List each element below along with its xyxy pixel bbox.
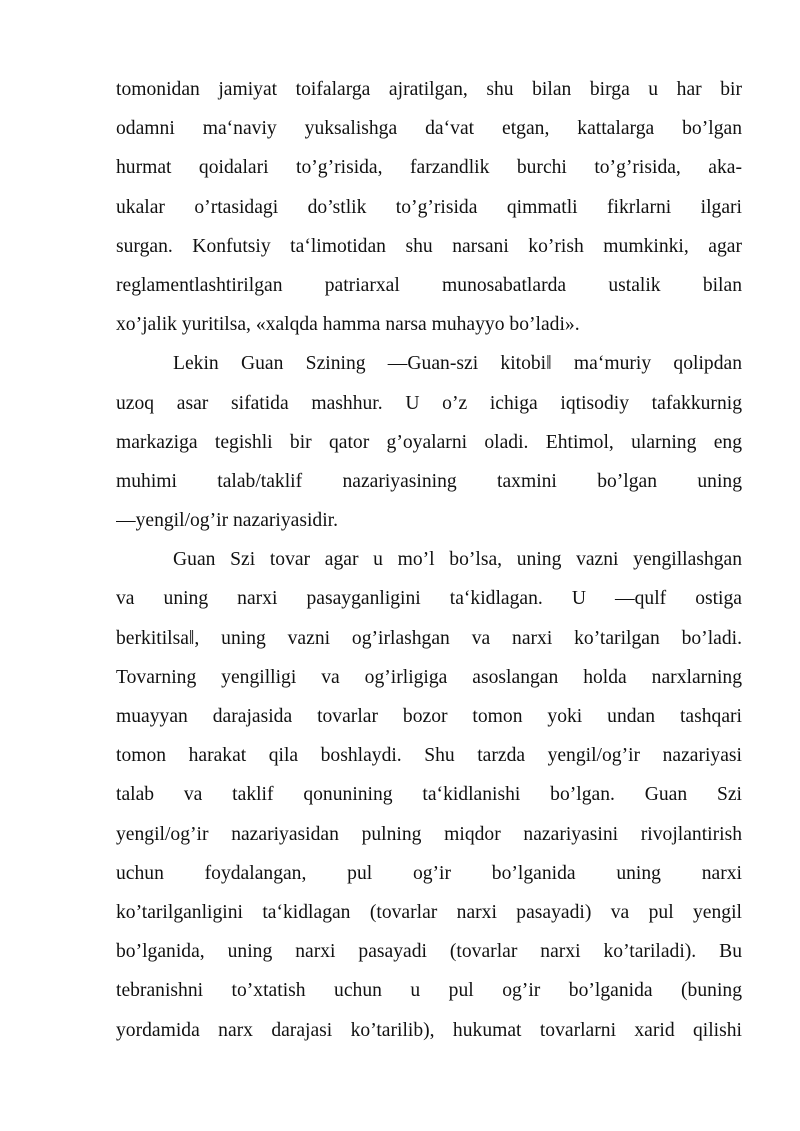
text-line: uchun foydalangan, pul og’ir bo’lganida uning narxi [116, 862, 742, 884]
text-line: talab va taklif qonunining ta‘kidlanishi bo’lgan. Guan Szi [116, 784, 742, 806]
text-line: Tovarning yengilligi va og’irligiga asoslangan holda narxlarning [116, 666, 742, 688]
paragraph-1 [116, 70, 742, 344]
text-line: bo’lganida, uning narxi pasayadi (tovarlar narxi ko’tariladi). Bu [116, 941, 742, 963]
text-line: ukalar o’rtasidagi do’stlik to’g’risida qimmatli fikrlarni ilgari [116, 196, 742, 218]
text-line: surgan. Konfutsiy ta‘limotidan shu narsani ko’rish mumkinki, agar [116, 235, 742, 257]
text-line: yengil/og’ir nazariyasidan pulning miqdor nazariyasini rivojlantirish [116, 823, 742, 845]
text-line: ko’tarilganligini ta‘kidlagan (tovarlar narxi pasayadi) va pul yengil [116, 901, 742, 923]
text-line: odamni ma‘naviy yuksalishga da‘vat etgan, kattalarga bo’lgan [116, 118, 742, 140]
text-line: xo’jalik yuritilsa, «xalqda hamma narsa muhayyo bo’ladi». [116, 314, 580, 336]
text-line: reglamentlashtirilgan patriarxal munosabatlarda ustalik bilan [116, 274, 742, 296]
document-page [116, 70, 742, 1050]
text-line: Guan Szi tovar agar u mo’l bo’lsa, uning vazni yengillashgan [173, 549, 742, 571]
text-line: muhimi talab/taklif nazariyasining taxmini bo’lgan uning [116, 470, 742, 492]
text-line: muayyan darajasida tovarlar bozor tomon yoki undan tashqari [116, 706, 742, 727]
text-line: yordamida narx darajasi ko’tarilib), hukumat tovarlarni xarid qilishi [116, 1019, 742, 1041]
text-line: tebranishni to’xtatish uchun u pul og’ir bo’lganida (buning [116, 980, 742, 1002]
text-line: markaziga tegishli bir qator g’oyalarni oladi. Ehtimol, ularning eng [116, 431, 742, 453]
text-line: uzoq asar sifatida mashhur. U o’z ichiga iqtisodiy tafakkurnig [116, 392, 742, 414]
text-line: tomonidan jamiyat toifalarga ajratilgan, shu bilan birga u har bir [116, 79, 742, 100]
paragraph-3 [116, 540, 742, 1049]
text-line: berkitilsa‖, uning vazni og’irlashgan va narxi ko’tarilgan bo’ladi. [116, 627, 742, 649]
text-line: tomon harakat qila boshlaydi. Shu tarzda yengil/og’ir nazariyasi [116, 745, 742, 767]
text-line: ―yengil/og’ir nazariyasidir. [116, 510, 338, 532]
text-line: va uning narxi pasayganligini ta‘kidlagan. U ―qulf ostiga [116, 588, 742, 610]
paragraph-2 [116, 344, 742, 540]
text-line: hurmat qoidalari to’g’risida, farzandlik burchi to’g’risida, aka- [116, 157, 742, 179]
text-line: Lekin Guan Szining ―Guan-szi kitobi‖ ma‘muriy qolipdan [173, 353, 742, 375]
